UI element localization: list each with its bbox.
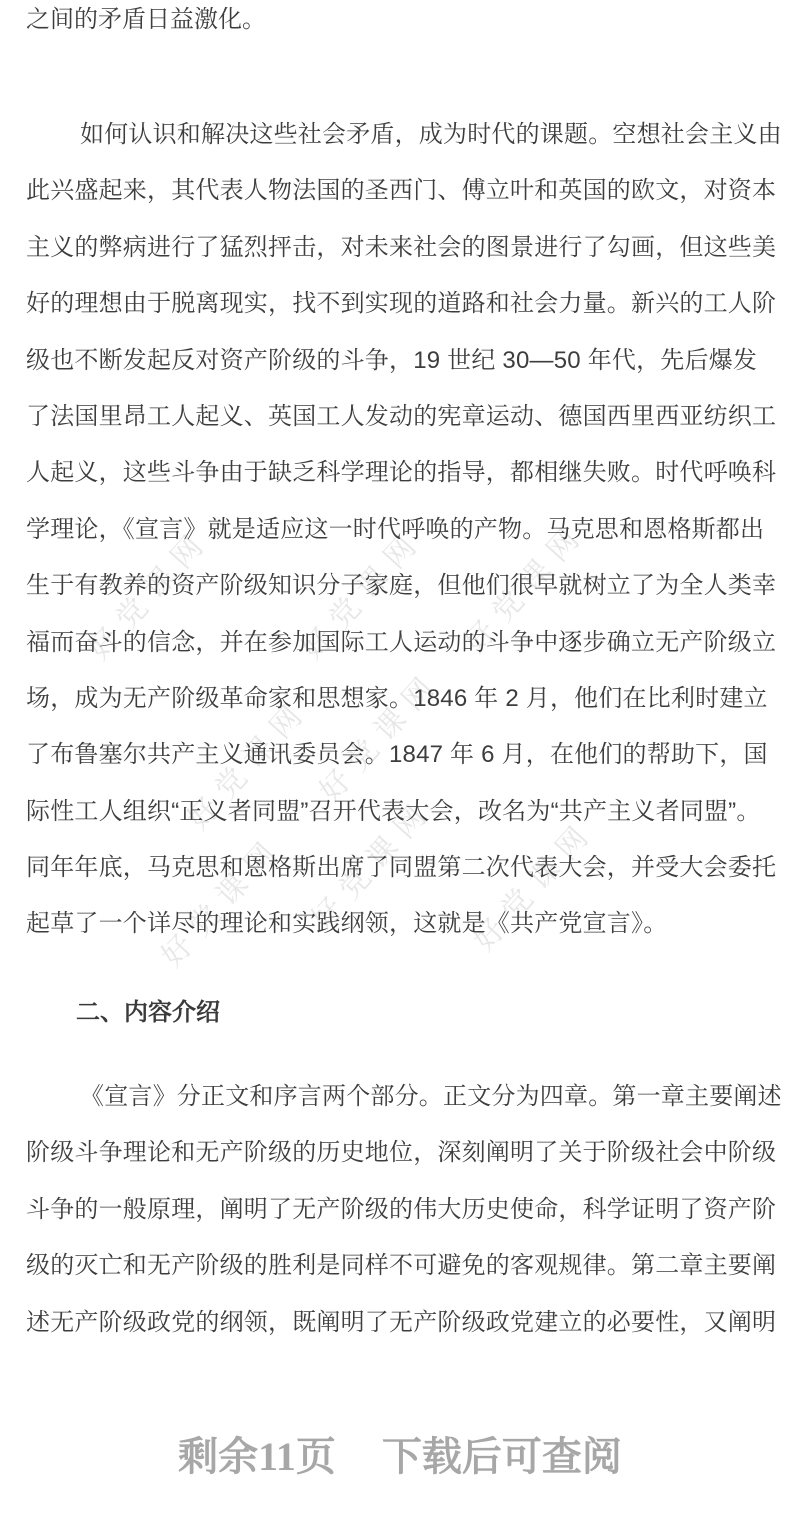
remaining-pages-count: 剩余11页 — [178, 1434, 336, 1479]
text-line: 主义的弊病进行了猛烈抨击，对未来社会的图景进行了勾画，但这些美 — [26, 233, 777, 261]
watermark-text: 好党课网 — [313, 664, 448, 809]
watermark-text: 好党课网 — [155, 829, 290, 974]
text-line: 起草了一个详尽的理论和实践纲领，这就是《共产党宣言》。 — [26, 910, 668, 938]
download-to-view-hint: 下载后可查阅 — [381, 1434, 622, 1479]
text-line: 级也不断发起反对资产阶级的斗争，19 世纪 30—50 年代，先后爆发 — [26, 346, 758, 374]
text-line: 场，成为无产阶级革命家和思想家。1846 年 2 月，他们在比利时建立 — [26, 684, 768, 712]
paragraph-continuation-line: 之间的矛盾日益激化。 — [26, 6, 266, 33]
text-line: 《宣言》分正文和序言两个部分。正文分为四章。第一章主要阐述 — [80, 1083, 782, 1110]
watermark-text: 好党课网 — [181, 692, 316, 837]
text-line: 了布鲁塞尔共产主义通讯委员会。1847 年 6 月，在他们的帮助下，国 — [26, 741, 768, 769]
watermark-text: 好党课网 — [82, 522, 217, 667]
paragraph-history — [26, 107, 782, 953]
text-line: 述无产阶级政党的纲领，既阐明了无产阶级政党建立的必要性，又阐明 — [26, 1308, 777, 1336]
remaining-pages-note — [0, 1431, 800, 1483]
text-line: 生于有教养的资产阶级知识分子家庭，但他们很早就树立了为全人类幸 — [26, 572, 777, 600]
text-line: 际性工人组织“正义者同盟”召开代表大会，改名为“共产主义者同盟”。 — [26, 797, 761, 825]
text-line: 此兴盛起来，其代表人物法国的圣西门、傅立叶和英国的欧文，对资本 — [26, 177, 777, 205]
paragraph-content-intro — [26, 1069, 782, 1351]
text-line: 福而奋斗的信念，并在参加国际工人运动的斗争中逐步确立无产阶级立 — [26, 628, 777, 656]
text-line: 同年年底，马克思和恩格斯出席了同盟第二次代表大会，并受大会委托 — [26, 854, 777, 882]
text-line: 人起义，这些斗争由于缺乏科学理论的指导，都相继失败。时代呼唤科 — [26, 459, 777, 487]
text-line: 学理论，《宣言》就是适应这一时代呼唤的产物。马克思和恩格斯都出 — [26, 515, 765, 543]
text-line: 了法国里昂工人起义、英国工人发动的宪章运动、德国西里西亚纺织工 — [26, 402, 777, 430]
watermark-text: 好党课网 — [305, 792, 440, 937]
text-line: 级的灭亡和无产阶级的胜利是同样不可避免的客观规律。第二章主要阐 — [26, 1252, 777, 1280]
text-line: 阶级斗争理论和无产阶级的历史地位，深刻阐明了关于阶级社会中阶级 — [26, 1139, 777, 1167]
watermark-text: 好党课网 — [295, 522, 430, 667]
watermark-text: 好党课网 — [467, 813, 602, 958]
text-line: 如何认识和解决这些社会矛盾，成为时代的课题。空想社会主义由 — [80, 121, 782, 148]
text-line: 斗争的一般原理，阐明了无产阶级的伟大历史使命，科学证明了资产阶 — [26, 1195, 777, 1223]
section-heading: 二、内容介绍 — [76, 999, 220, 1026]
text-line: 好的理想由于脱离现实，找不到实现的道路和社会力量。新兴的工人阶 — [26, 290, 777, 318]
watermark-text: 好党课网 — [458, 515, 593, 660]
